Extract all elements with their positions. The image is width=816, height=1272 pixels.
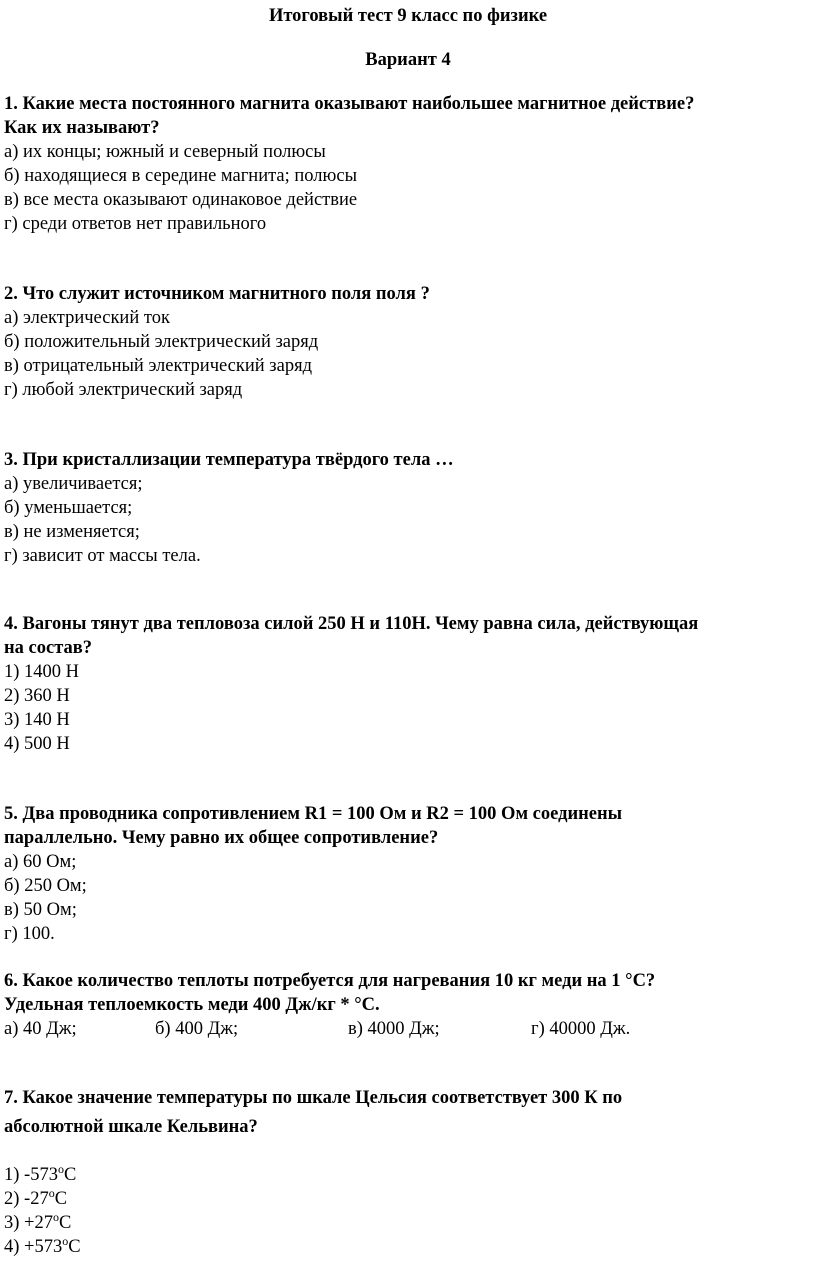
document-title: Итоговый тест 9 класс по физике	[268, 6, 548, 26]
question-2-text: 2. Что служит источником магнитного поля поля ?	[4, 284, 430, 304]
question-6-option-d: г) 40000 Дж.	[531, 1019, 631, 1039]
question-7-option-3: $3) +27^оС$	[4, 1210, 72, 1233]
question-3-option-a: а) увеличивается;	[4, 474, 143, 494]
question-2-option-b: б) положительный электрический заряд	[4, 332, 319, 352]
question-7-text-cont: абсолютной шкале Кельвина?	[4, 1117, 258, 1137]
question-1-option-c: в) все места оказывают одинаковое действие	[4, 190, 358, 210]
question-7-text: 7. Какое значение температуры по шкале Цельсия соответствует 300 К по	[4, 1088, 623, 1108]
question-1-option-a: а) их концы; южный и северный полюсы	[4, 142, 326, 162]
question-1-option-b: б) находящиеся в середине магнита; полюсы	[4, 166, 357, 186]
question-6-option-b: б) 400 Дж;	[155, 1019, 239, 1039]
question-5-option-d: г) 100.	[4, 924, 55, 944]
question-5-option-b: б) 250 Ом;	[4, 876, 87, 896]
question-6-text-cont: Удельная теплоемкость меди 400 Дж/кг * °С.	[4, 995, 380, 1015]
question-1-text-cont: Как их называют?	[4, 118, 160, 138]
question-6-option-c: в) 4000 Дж;	[348, 1019, 440, 1039]
question-2-option-d: г) любой электрический заряд	[4, 380, 243, 400]
question-4-option-1: 1) 1400 Н	[4, 662, 80, 682]
question-4-option-3: 3) 140 Н	[4, 710, 70, 730]
question-4-text-cont: на состав?	[4, 638, 93, 658]
question-1-option-d: г) среди ответов нет правильного	[4, 214, 267, 234]
question-2-option-a: а) электрический ток	[4, 308, 170, 328]
question-6-option-a: а) 40 Дж;	[4, 1019, 77, 1039]
question-3-option-b: б) уменьшается;	[4, 498, 133, 518]
question-7-option-4: $4) +573^оС$	[4, 1234, 81, 1257]
question-2-option-c: в) отрицательный электрический заряд	[4, 356, 312, 376]
question-5-text-cont: параллельно. Чему равно их общее сопротивление?	[4, 828, 439, 848]
variant-heading: Вариант 4	[365, 50, 451, 70]
question-6-options-row	[0, 1018, 816, 1040]
question-5-text: 5. Два проводника сопротивлением R1 = 100 Ом и R2 = 100 Ом соединены	[4, 804, 623, 824]
question-3-option-c: в) не изменяется;	[4, 522, 140, 542]
question-5-option-a: а) 60 Ом;	[4, 852, 77, 872]
question-1-text: 1. Какие места постоянного магнита оказывают наибольшее магнитное действие?	[4, 94, 695, 114]
question-3-text: 3. При кристаллизации температура твёрдого тела …	[4, 450, 454, 470]
question-7-option-2: 2) $-27^оС$	[4, 1186, 68, 1209]
question-5-option-c: в) 50 Ом;	[4, 900, 77, 920]
question-4-option-2: 2) 360 Н	[4, 686, 70, 706]
question-4-option-4: 4) 500 Н	[4, 734, 70, 754]
question-6-text: 6. Какое количество теплоты потребуется для нагревания 10 кг меди на 1 °С?	[4, 971, 656, 991]
question-4-text: 4. Вагоны тянут два тепловоза силой 250 Н и 110Н. Чему равна сила, действующая	[4, 614, 699, 634]
question-3-option-d: г) зависит от массы тела.	[4, 546, 201, 566]
question-7-option-1: 1) $-573^оС$	[4, 1162, 77, 1185]
